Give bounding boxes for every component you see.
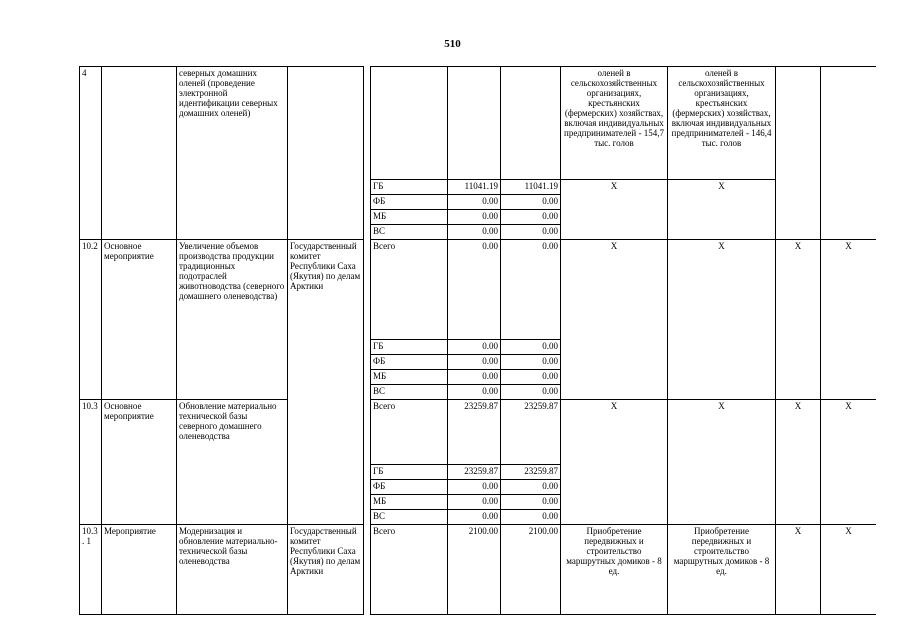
table-row <box>80 67 877 180</box>
amount-cell: 0.00 <box>448 340 501 355</box>
x-mark: Х <box>821 400 877 525</box>
amount-cell: 0.00 <box>501 480 561 495</box>
amount-cell: 0.00 <box>501 340 561 355</box>
amount-cell: 0.00 <box>448 495 501 510</box>
funding-source: ВС <box>371 225 448 240</box>
table-gap <box>364 525 371 615</box>
x-mark: Х <box>821 240 877 400</box>
x-mark: Х <box>668 180 776 240</box>
table-row <box>80 400 877 465</box>
x-mark: Х <box>561 240 668 400</box>
row-type: Основное мероприятие <box>102 240 177 400</box>
amount-cell: 0.00 <box>448 240 501 340</box>
result-cell: оленей в сельскохозяйственных организациях, крестьянских (фермерских) хозяйствах, включая индивидуальных предпринимателей - 146,4 тыс. голов <box>668 67 776 180</box>
funding-source: ВС <box>371 385 448 400</box>
row-type <box>102 67 177 240</box>
amount-cell: 0.00 <box>448 225 501 240</box>
amount-cell: 23259.87 <box>501 400 561 465</box>
funding-source: Всего <box>371 400 448 465</box>
amount-cell: 0.00 <box>448 355 501 370</box>
x-mark: Х <box>776 240 821 400</box>
table-row <box>80 525 877 615</box>
row-type: Основное мероприятие <box>102 400 177 525</box>
amount-cell: 2100.00 <box>501 525 561 615</box>
empty-cell <box>776 67 821 240</box>
funding-source <box>371 67 448 180</box>
amount-cell: 23259.87 <box>448 400 501 465</box>
program-table <box>79 66 876 615</box>
funding-source: ГБ <box>371 180 448 195</box>
row-description: Модернизация и обновление материально-технической базы оленеводства <box>177 525 288 615</box>
funding-source: ВС <box>371 510 448 525</box>
funding-source: ГБ <box>371 340 448 355</box>
amount-cell: 0.00 <box>448 385 501 400</box>
row-description: северных домашних оленей (проведение электронной идентификации северных домашних оленей) <box>177 67 288 240</box>
row-number: 10.3. 1 <box>80 525 102 615</box>
row-number: 4 <box>80 67 102 240</box>
amount-cell: 0.00 <box>501 355 561 370</box>
amount-cell: 0.00 <box>448 370 501 385</box>
amount-cell: 0.00 <box>501 495 561 510</box>
funding-source: МБ <box>371 210 448 225</box>
amount-cell: 11041.19 <box>448 180 501 195</box>
amount-cell: 11041.19 <box>501 180 561 195</box>
funding-source: ГБ <box>371 465 448 480</box>
row-executor <box>288 67 364 240</box>
amount-cell: 0.00 <box>448 510 501 525</box>
amount-cell: 0.00 <box>501 370 561 385</box>
amount-cell: 0.00 <box>448 210 501 225</box>
funding-source: МБ <box>371 495 448 510</box>
result-cell: оленей в сельскохозяйственных организациях, крестьянских (фермерских) хозяйствах, включая индивидуальных предпринимателей - 154,7 тыс. голов <box>561 67 668 180</box>
page-number: 510 <box>444 38 461 50</box>
funding-source: МБ <box>371 370 448 385</box>
result-cell: Приобретение передвижных и строительство маршрутных домиков - 8 ед. <box>668 525 776 615</box>
result-cell: Приобретение передвижных и строительство маршрутных домиков - 8 ед. <box>561 525 668 615</box>
row-description: Увеличение объемов производства продукции традиционных подотраслей животноводства (северного домашнего оленеводства) <box>177 240 288 400</box>
x-mark: Х <box>776 525 821 615</box>
amount-cell: 23259.87 <box>501 465 561 480</box>
x-mark: Х <box>776 400 821 525</box>
row-number: 10.3 <box>80 400 102 525</box>
amount-cell: 0.00 <box>501 210 561 225</box>
funding-source: Всего <box>371 525 448 615</box>
row-executor: Государственный комитет Республики Саха (Якутия) по делам Арктики <box>288 525 364 615</box>
table-gap <box>364 240 371 525</box>
funding-source: ФБ <box>371 195 448 210</box>
amount-cell: 0.00 <box>501 385 561 400</box>
x-mark: Х <box>668 400 776 525</box>
table-row <box>80 240 877 340</box>
x-mark: Х <box>821 525 877 615</box>
row-description: Обновление материально технической базы северного домашнего оленеводства <box>177 400 288 525</box>
x-mark: Х <box>561 400 668 525</box>
amount-cell: 0.00 <box>448 195 501 210</box>
x-mark: Х <box>668 240 776 400</box>
row-number: 10.2 <box>80 240 102 400</box>
funding-source: Всего <box>371 240 448 340</box>
funding-source: ФБ <box>371 480 448 495</box>
amount-cell: 0.00 <box>501 240 561 340</box>
x-mark: Х <box>561 180 668 240</box>
amount-cell <box>501 67 561 180</box>
empty-cell <box>821 67 877 240</box>
amount-cell: 0.00 <box>501 195 561 210</box>
funding-source: ФБ <box>371 355 448 370</box>
table-gap <box>364 67 371 240</box>
amount-cell: 0.00 <box>501 510 561 525</box>
amount-cell: 0.00 <box>448 480 501 495</box>
amount-cell: 2100.00 <box>448 525 501 615</box>
row-type: Мероприятие <box>102 525 177 615</box>
row-executor: Государственный комитет Республики Саха (Якутия) по делам Арктики <box>288 240 364 525</box>
program-table-container <box>79 66 876 640</box>
amount-cell: 23259.87 <box>448 465 501 480</box>
amount-cell <box>448 67 501 180</box>
amount-cell: 0.00 <box>501 225 561 240</box>
